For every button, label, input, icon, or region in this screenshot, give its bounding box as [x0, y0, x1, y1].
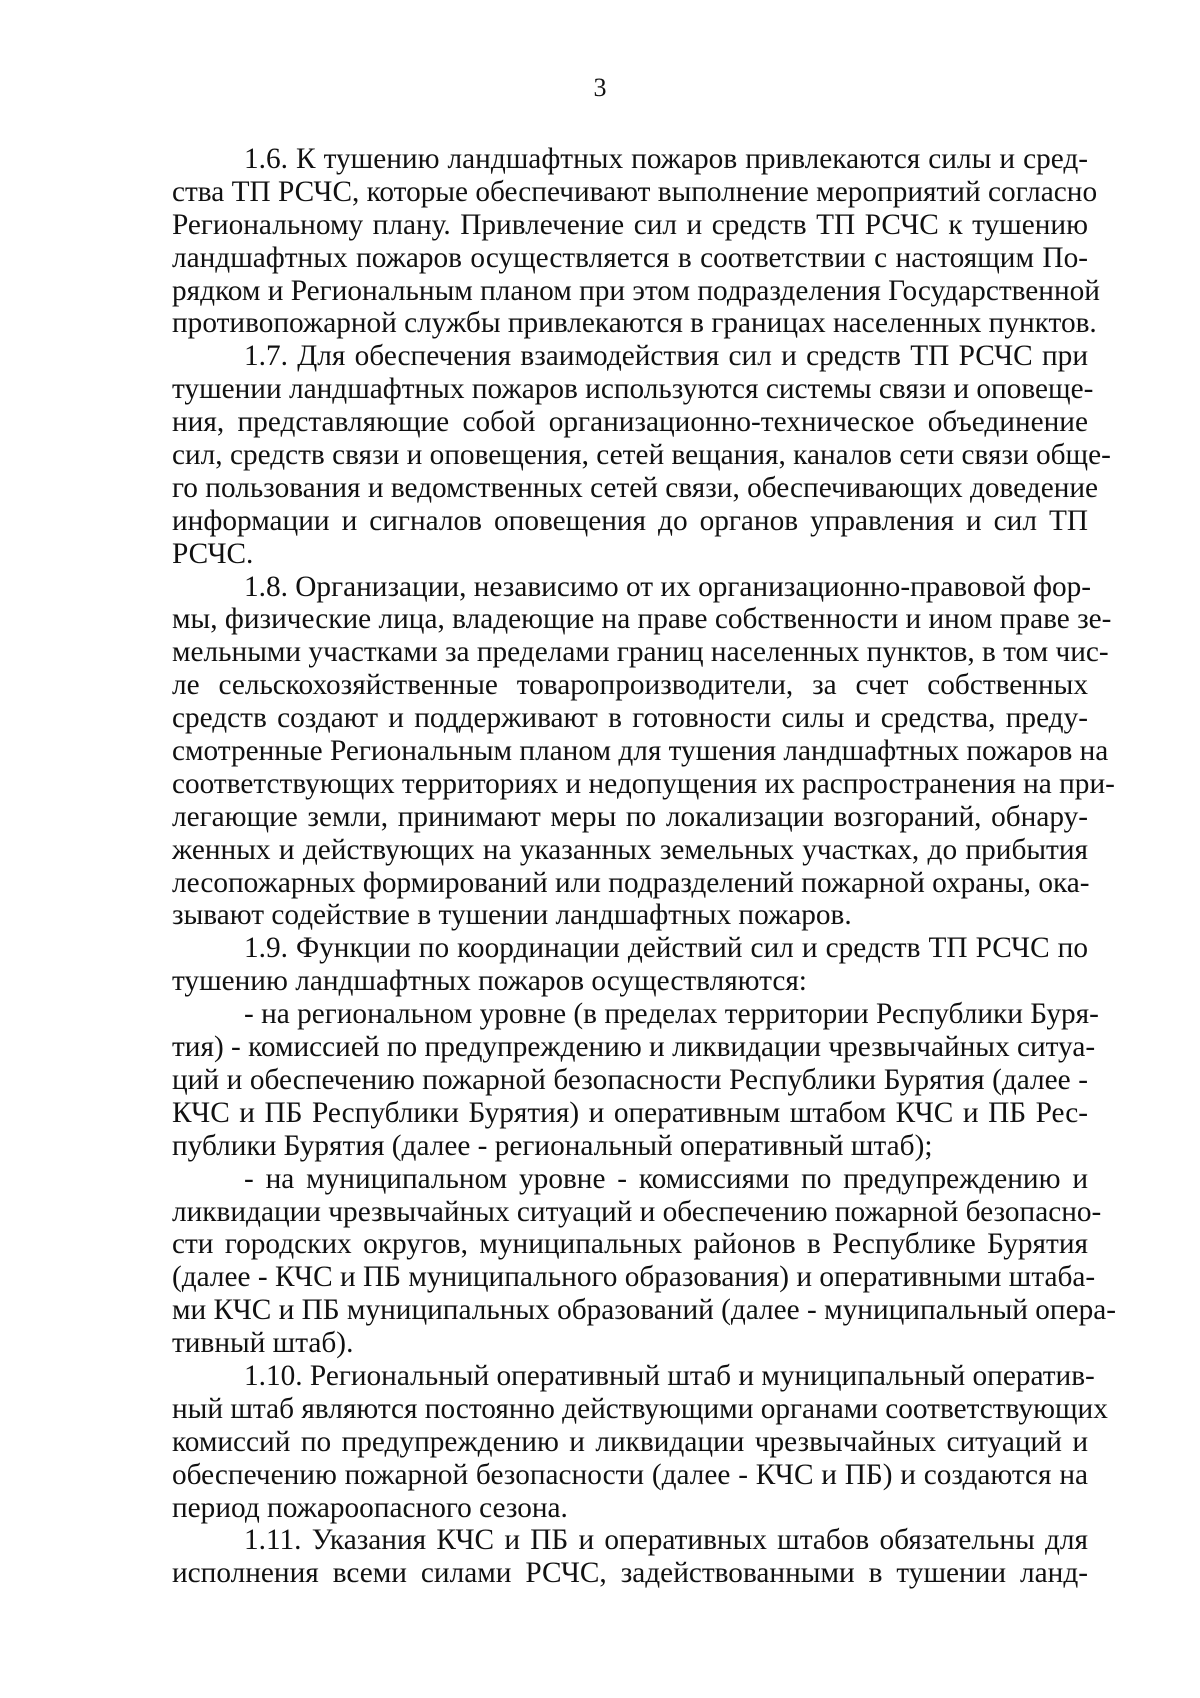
text-line: 1.7. Для обеспечения взаимодействия сил и средств ТП РСЧС при — [244, 340, 1088, 373]
text-line: период пожароопасного сезона. — [172, 1491, 568, 1524]
text-line: комиссий по предупреждению и ликвидации чрезвычайных ситуаций и — [172, 1425, 1088, 1458]
text-line: ликвидации чрезвычайных ситуаций и обеспечению пожарной безопасно- — [172, 1195, 1102, 1228]
text-line: тивный штаб). — [172, 1327, 354, 1360]
text-line: 1.11. Указания КЧС и ПБ и оперативных штабов обязательны для — [244, 1524, 1088, 1557]
text-line: (далее - КЧС и ПБ муниципального образования) и оперативными штаба- — [172, 1261, 1096, 1294]
text-line: ства ТП РСЧС, которые обеспечивают выполнение мероприятий согласно — [172, 175, 1098, 208]
text-line: смотренные Региональным планом для тушения ландшафтных пожаров на — [172, 735, 1109, 768]
text-line: лесопожарных формирований или подразделений пожарной охраны, ока- — [172, 866, 1090, 899]
text-line: тушению ландшафтных пожаров осуществляются: — [172, 965, 807, 998]
text-line: публики Бурятия (далее - региональный оперативный штаб); — [172, 1129, 933, 1162]
text-line: тушении ландшафтных пожаров используются системы связи и оповеще- — [172, 373, 1094, 406]
text-line: легающие земли, принимают меры по локализации возгораний, обнару- — [172, 800, 1088, 833]
text-line: КЧС и ПБ Республики Бурятия) и оперативным штабом КЧС и ПБ Рес- — [172, 1096, 1088, 1129]
text-line: - на муниципальном уровне - комиссиями по предупреждению и — [244, 1162, 1088, 1195]
text-line: сти городских округов, муниципальных районов в Республике Бурятия — [172, 1228, 1088, 1261]
text-line: ландшафтных пожаров осуществляется в соответствии с настоящим По- — [172, 241, 1088, 274]
text-line: 1.8. Организации, независимо от их организационно-правовой фор- — [244, 570, 1092, 603]
text-line: противопожарной службы привлекаются в границах населенных пунктов. — [172, 307, 1097, 340]
text-line: средств создают и поддерживают в готовности силы и средства, преду- — [172, 702, 1088, 735]
text-line: ми КЧС и ПБ муниципальных образований (далее - муниципальный опера- — [172, 1294, 1117, 1327]
text-line: ный штаб являются постоянно действующими органами соответствующих — [172, 1392, 1108, 1425]
text-line: ния, представляющие собой организационно-техническое объединение — [172, 406, 1088, 439]
text-line: РСЧС. — [172, 537, 254, 570]
page-number: 3 — [593, 73, 607, 102]
text-line: 1.6. К тушению ландшафтных пожаров привлекаются силы и сред- — [244, 143, 1088, 175]
text-line: исполнения всеми силами РСЧС, задействованными в тушении ланд- — [172, 1557, 1088, 1590]
text-line: мельными участками за пределами границ населенных пунктов, в том чис- — [172, 636, 1109, 669]
text-line: женных и действующих на указанных земельных участках, до прибытия — [172, 833, 1088, 866]
text-line: мы, физические лица, владеющие на праве собственности и ином праве зе- — [172, 603, 1112, 636]
text-line: 1.10. Региональный оперативный штаб и муниципальный оператив- — [244, 1359, 1095, 1392]
text-line: ций и обеспечению пожарной безопасности Республики Бурятия (далее - — [172, 1063, 1088, 1096]
text-line: зывают содействие в тушении ландшафтных пожаров. — [172, 899, 852, 932]
text-line: соответствующих территориях и недопущения их распространения на при- — [172, 767, 1115, 800]
text-line: Региональному плану. Привлечение сил и средств ТП РСЧС к тушению — [172, 208, 1088, 241]
text-line: - на региональном уровне (в пределах территории Республики Буря- — [244, 998, 1099, 1031]
document-body — [172, 143, 1117, 1590]
text-line: обеспечению пожарной безопасности (далее - КЧС и ПБ) и создаются на — [172, 1458, 1088, 1491]
text-line: сил, средств связи и оповещения, сетей вещания, каналов сети связи обще- — [172, 439, 1111, 472]
text-line: ле сельскохозяйственные товаропроизводители, за счет собственных — [172, 669, 1088, 702]
text-line: информации и сигналов оповещения до органов управления и сил ТП — [172, 504, 1088, 537]
text-line: тия) - комиссией по предупреждению и ликвидации чрезвычайных ситуа- — [172, 1031, 1096, 1064]
text-line: 1.9. Функции по координации действий сил и средств ТП РСЧС по — [244, 932, 1088, 965]
text-line: го пользования и ведомственных сетей связи, обеспечивающих доведение — [172, 471, 1099, 504]
text-line: рядком и Региональным планом при этом подразделения Государственной — [172, 274, 1100, 307]
